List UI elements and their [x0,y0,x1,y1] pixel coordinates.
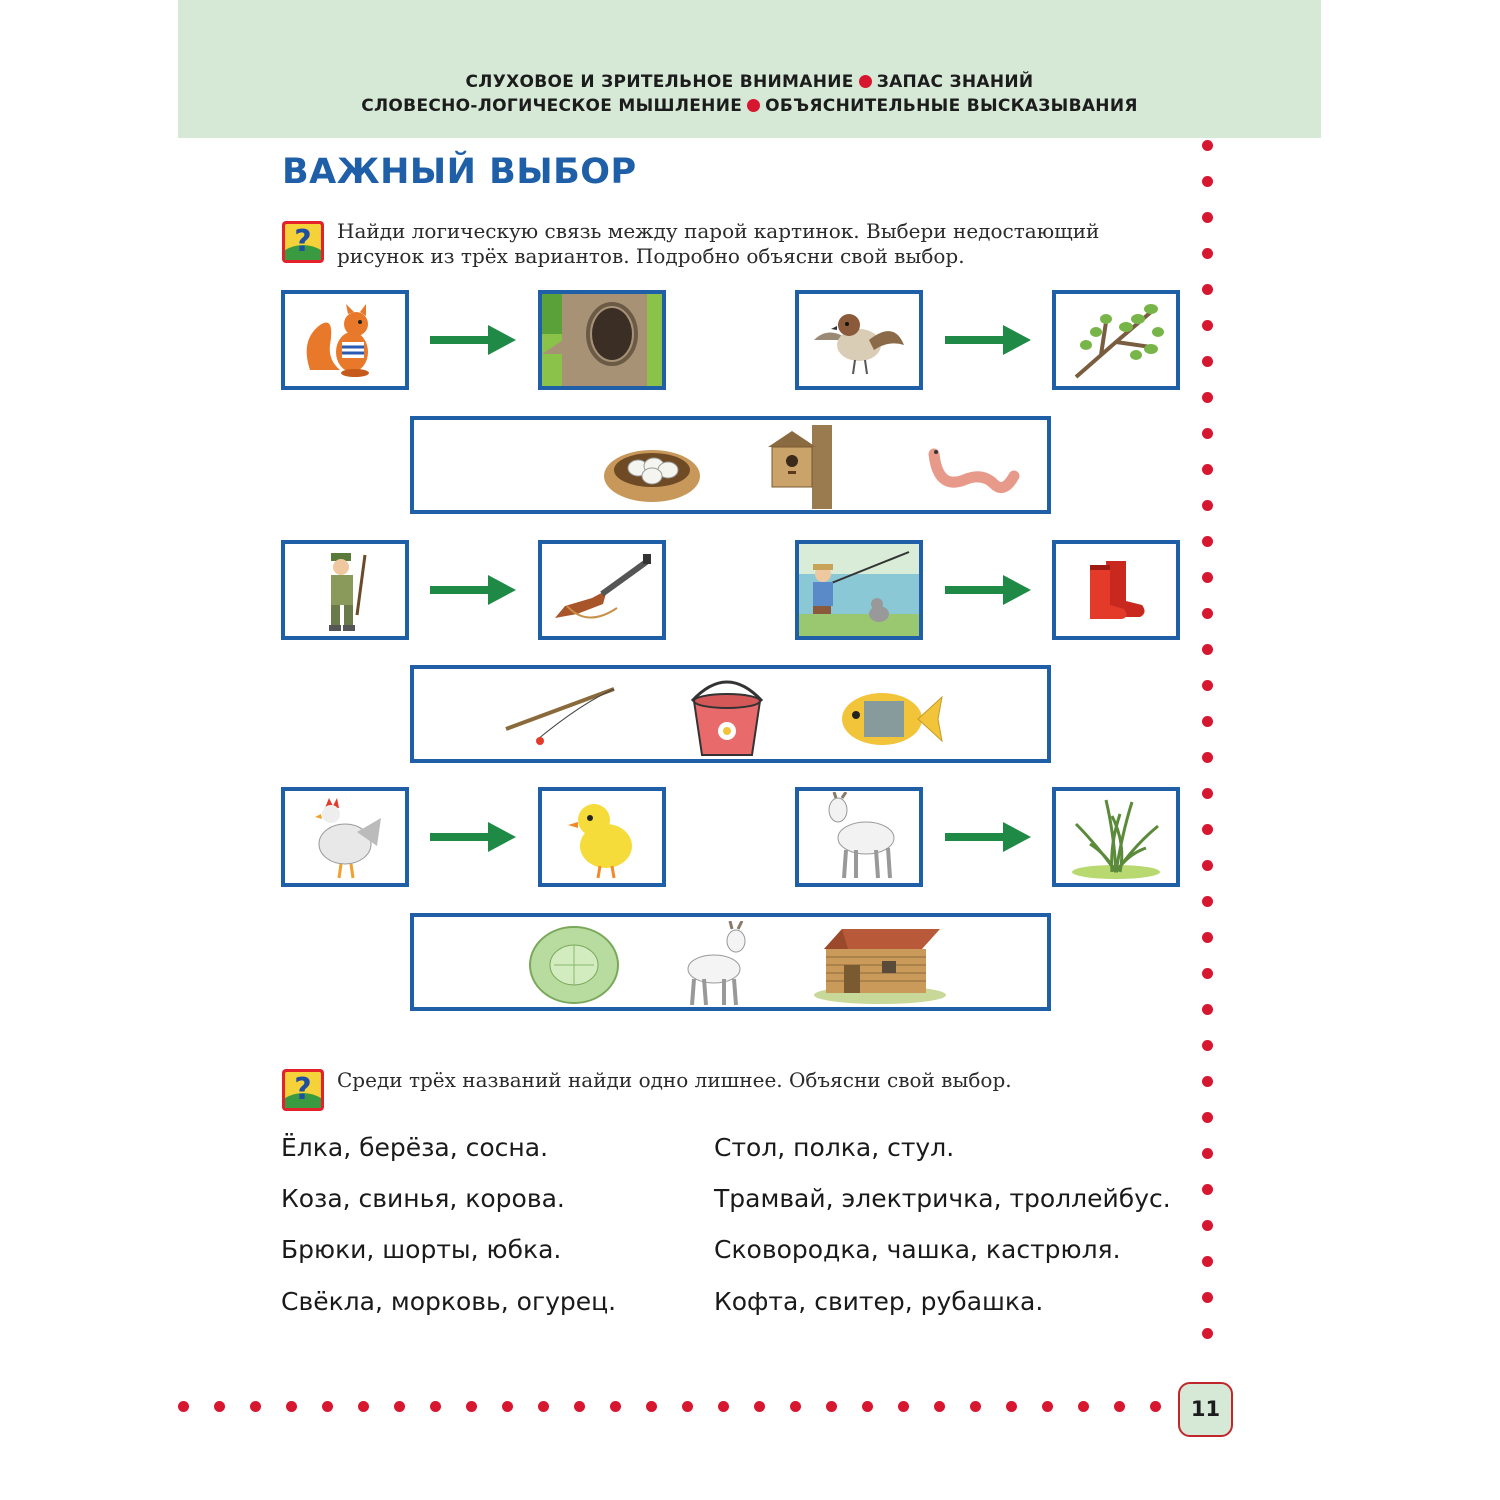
tree-hollow-picture[interactable] [538,290,666,390]
hen-picture[interactable] [281,787,409,887]
border-dot [1202,1004,1213,1015]
bucket-picture[interactable] [682,673,772,759]
border-dot [1202,212,1213,223]
rifle-picture[interactable] [538,540,666,640]
border-dot [574,1401,585,1412]
border-dot [430,1401,441,1412]
border-dot [646,1401,657,1412]
rifle-icon [547,548,657,632]
border-dot [1202,500,1213,511]
header-band [178,0,1321,138]
page-title: ВАЖНЫЙ ВЫБОР [282,152,637,192]
word-group: Ёлка, берёза, сосна. [281,1133,549,1162]
border-dot [1202,608,1213,619]
arrow-right-icon [945,822,1031,852]
chick-picture[interactable] [538,787,666,887]
hunter-picture[interactable] [281,540,409,640]
border-dot [1202,860,1213,871]
border-dot [862,1401,873,1412]
border-dot [1042,1401,1053,1412]
arrow-right-icon [945,325,1031,355]
border-dot [1202,536,1213,547]
task2-instruction: Среди трёх названий найди одно лишнее. Объясни свой выбор. [337,1068,1012,1092]
svg-text:?: ? [294,1072,312,1107]
tree-branch-icon [1066,297,1166,383]
border-dot [1114,1401,1125,1412]
arrow-right-icon [430,325,516,355]
border-dot [1202,1328,1213,1339]
sparrow-picture[interactable] [795,290,923,390]
border-dot [1202,752,1213,763]
border-dot [1202,968,1213,979]
border-dot [394,1401,405,1412]
svg-text:?: ? [294,224,312,259]
word-group: Трамвай, электричка, троллейбус. [714,1184,1171,1213]
hen-icon [305,792,385,882]
border-dot [1202,1184,1213,1195]
border-dot [898,1401,909,1412]
border-dot [1202,428,1213,439]
border-dot [1202,464,1213,475]
border-dot [682,1401,693,1412]
word-group: Кофта, свитер, рубашка. [714,1287,1044,1316]
tree-hollow-icon [542,294,662,386]
border-dot [1006,1401,1017,1412]
squirrel-picture[interactable] [281,290,409,390]
question-icon [281,1068,325,1112]
word-group: Стол, полка, стул. [714,1133,955,1162]
tree-branch-picture[interactable] [1052,290,1180,390]
border-dot [322,1401,333,1412]
word-group: Коза, свинья, корова. [281,1184,565,1213]
border-dot [250,1401,261,1412]
fisherman-icon [799,544,919,636]
border-dot [1202,284,1213,295]
border-dot [970,1401,981,1412]
hunter-icon [315,545,375,635]
goat-kid-picture[interactable] [680,921,758,1009]
options-box-row1 [410,416,1051,514]
border-dot [826,1401,837,1412]
border-dot [358,1401,369,1412]
sparrow-icon [809,300,909,380]
grass-picture[interactable] [1052,787,1180,887]
goat-icon [814,792,904,882]
task1-instruction-line1: Найди логическую связь между парой картинок. Выбери недостающий [337,219,1100,243]
border-dot [1202,1040,1213,1051]
border-dot [1202,140,1213,151]
border-dot [1202,356,1213,367]
rubber-boots-picture[interactable] [1052,540,1180,640]
worm-picture[interactable] [924,440,1020,496]
border-dot [754,1401,765,1412]
barn-picture[interactable] [812,925,948,1005]
fish-picture[interactable] [834,679,946,755]
task1-instruction-line2: рисунок из трёх вариантов. Подробно объясни свой выбор. [337,244,965,268]
grass-icon [1066,794,1166,880]
border-dot [1202,788,1213,799]
border-dot [1202,1256,1213,1267]
border-dot [610,1401,621,1412]
border-dot [1202,896,1213,907]
word-group: Брюки, шорты, юбка. [281,1235,562,1264]
rubber-boots-icon [1076,557,1156,623]
border-dot [1202,1112,1213,1123]
border-dot [1078,1401,1089,1412]
border-dot [1202,644,1213,655]
page-number: 11 [1178,1382,1233,1437]
border-dot [466,1401,477,1412]
border-dot [1202,176,1213,187]
border-dot [1202,1220,1213,1231]
word-group: Свёкла, морковь, огурец. [281,1287,617,1316]
bullet-icon [747,99,760,112]
border-dot [1202,248,1213,259]
border-dot [1202,716,1213,727]
border-dot [1202,1292,1213,1303]
border-dot [502,1401,513,1412]
border-dot [790,1401,801,1412]
chick-icon [562,794,642,880]
border-dot [1202,1076,1213,1087]
border-dot [1202,392,1213,403]
border-dot [1202,680,1213,691]
header-line-1: СЛУХОВОЕ И ЗРИТЕЛЬНОЕ ВНИМАНИЕ ЗАПАС ЗНАНИЙ [465,72,1034,92]
bullet-icon [859,75,872,88]
border-dot [1202,932,1213,943]
border-dot [934,1401,945,1412]
border-dot [214,1401,225,1412]
birdhouse-picture[interactable] [764,425,836,509]
border-dot [538,1401,549,1412]
squirrel-icon [300,300,390,380]
arrow-right-icon [945,575,1031,605]
border-dot [178,1401,189,1412]
arrow-right-icon [430,822,516,852]
question-icon [281,220,325,264]
border-dot [1202,320,1213,331]
cabbage-picture[interactable] [526,923,622,1007]
options-box-row2 [410,665,1051,763]
fishing-rod-picture[interactable] [502,683,620,753]
border-dot [1202,572,1213,583]
header-line-2: СЛОВЕСНО-ЛОГИЧЕСКОЕ МЫШЛЕНИЕ ОБЪЯСНИТЕЛЬНЫЕ ВЫСКАЗЫВАНИЯ [361,96,1138,116]
border-dot [1150,1401,1161,1412]
word-group: Сковородка, чашка, кастрюля. [714,1235,1121,1264]
border-dot [286,1401,297,1412]
border-dot [1202,824,1213,835]
fisherman-picture[interactable] [795,540,923,640]
border-dot [1202,1148,1213,1159]
arrow-right-icon [430,575,516,605]
options-box-row3 [410,913,1051,1011]
bird-nest-picture[interactable] [602,430,702,506]
goat-picture[interactable] [795,787,923,887]
border-dot [718,1401,729,1412]
